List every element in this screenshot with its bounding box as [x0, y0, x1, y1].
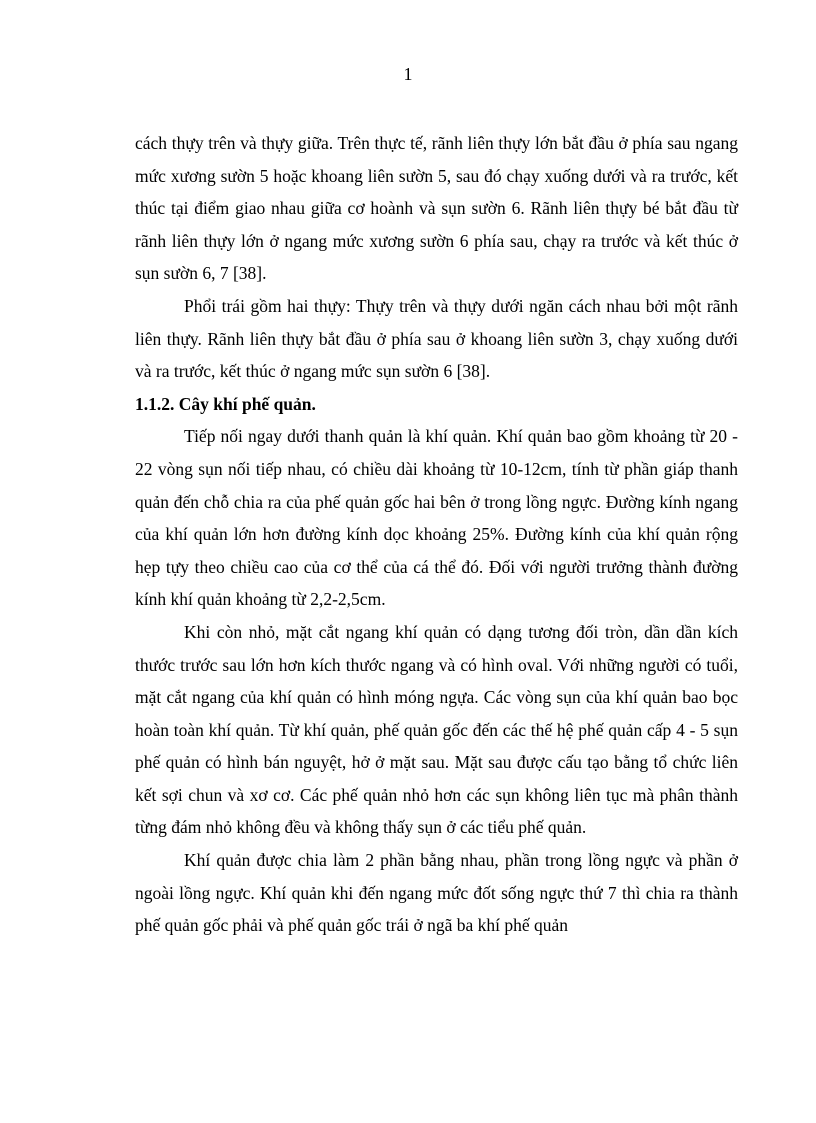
- document-body: [135, 127, 738, 942]
- section-heading: 1.1.2. Cây khí phế quản.: [135, 393, 316, 414]
- paragraph-lobe-fissures-right: cách thựy trên và thựy giữa. Trên thực tế, rãnh liên thựy lớn bắt đầu ở phía sau ngang mức xương sườn 5 hoặc khoang liên sườn 5, sau đó chạy xuống dưới và ra trước, kết thúc tại điểm giao nhau giữa cơ hoành và sụn sườn 6. Rãnh liên thựy bé bắt đầu từ rãnh liên thựy lớn ở ngang mức xương sườn 6 phía sau, chạy ra trước và kết thúc ở sụn sườn 6, 7 [38].: [135, 133, 738, 284]
- paragraph-trachea-cross-section: Khi còn nhỏ, mặt cắt ngang khí quản có dạng tương đối tròn, dần dần kích thước trước sau lớn hơn kích thước ngang và có hình oval. Với những người có tuổi, mặt cắt ngang của khí quản có hình móng ngựa. Các vòng sụn của khí quản bao bọc hoàn toàn khí quản. Từ khí quản, phế quản gốc đến các thế hệ phế quản cấp 4 - 5 sụn phế quản có hình bán nguyệt, hở ở mặt sau. Mặt sau được cấu tạo bằng tổ chức liên kết sợi chun và xơ cơ. Các phế quản nhỏ hơn các sụn không liên tục mà phân thành từng đám nhỏ không đều và không thấy sụn ở các tiểu phế quản.: [135, 621, 738, 838]
- page-number: 1: [403, 64, 413, 84]
- paragraph-trachea-intro: Tiếp nối ngay dưới thanh quản là khí quản. Khí quản bao gồm khoảng từ 20 - 22 vòng sụn nối tiếp nhau, có chiều dài khoảng từ 10-12cm, tính từ phần giáp thanh quản đến chỗ chia ra của phế quản gốc hai bên ở trong lồng ngực. Đường kính ngang của khí quản lớn hơn đường kính dọc khoảng 25%. Đường kính của khí quản rộng hẹp tựy theo chiều cao của cơ thể của cá thể đó. Đối với người trưởng thành đường kính khí quản khoảng từ 2,2-2,5cm.: [135, 426, 738, 610]
- paragraph-trachea-division: Khí quản được chia làm 2 phần bằng nhau, phần trong lồng ngực và phần ở ngoài lồng ngực. Khí quản khi đến ngang mức đốt sống ngực thứ 7 thì chia ra thành phế quản gốc phải và phế quản gốc trái ở ngã ba khí phế quản: [135, 850, 738, 936]
- paragraph-left-lung: Phổi trái gồm hai thựy: Thựy trên và thựy dưới ngăn cách nhau bởi một rãnh liên thựy. Rãnh liên thựy bắt đầu ở phía sau ở khoang liên sườn 3, chạy xuống dưới và ra trước, kết thúc ở ngang mức sụn sườn 6 [38].: [135, 295, 738, 382]
